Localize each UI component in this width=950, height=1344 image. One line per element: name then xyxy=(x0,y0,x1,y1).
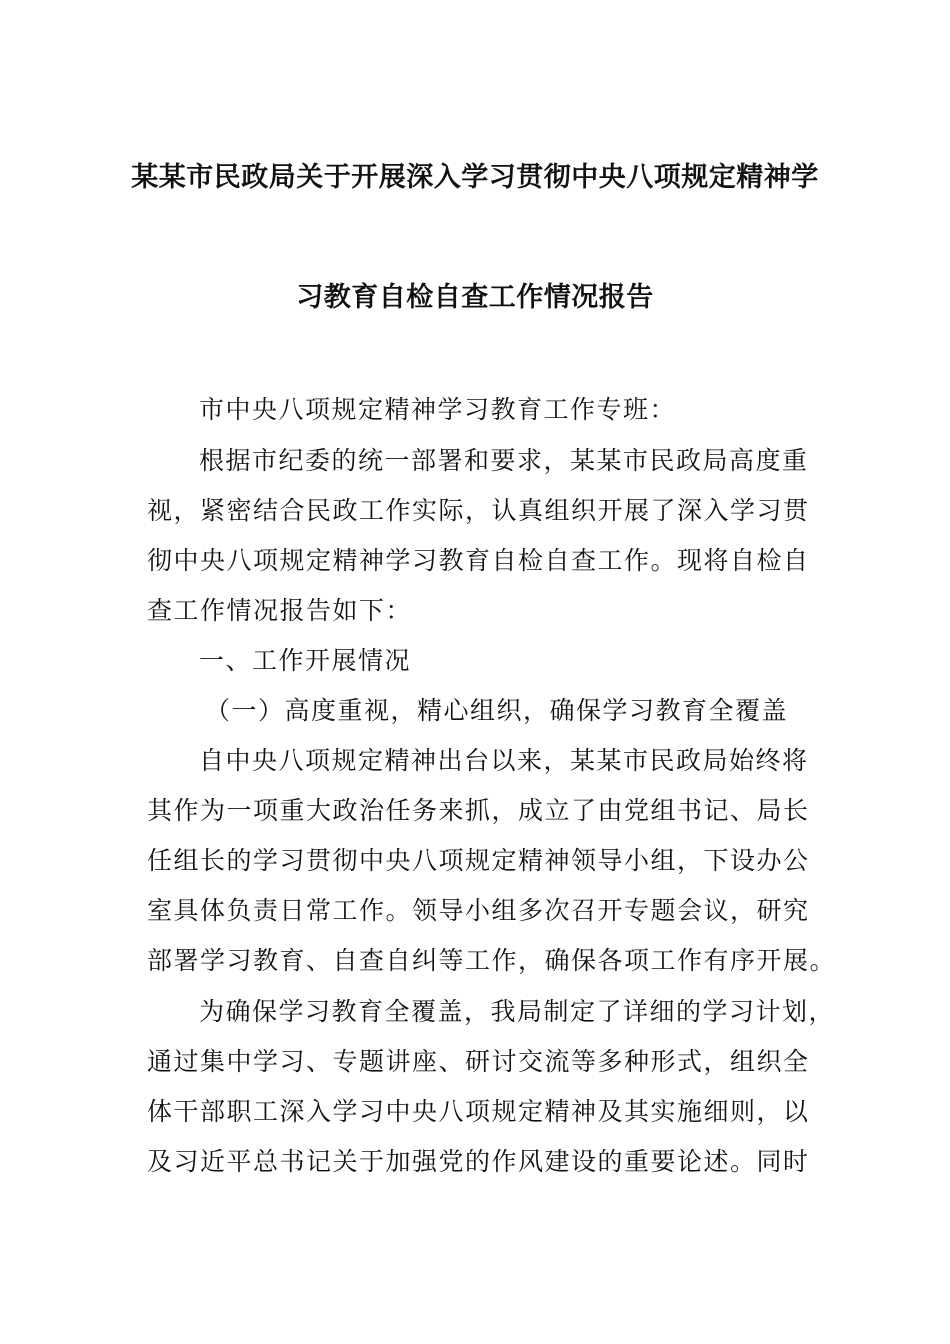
paragraph-3-line-1: 为确保学习教育全覆盖，我局制定了详细的学习计划， xyxy=(199,997,836,1026)
paragraph-1-line-4: 查工作情况报告如下： xyxy=(147,596,413,625)
paragraph-3-line-4: 及习近平总书记关于加强党的作风建设的重要论述。同时 xyxy=(147,1147,810,1176)
paragraph-2-line-3: 任组长的学习贯彻中央八项规定精神领导小组，下设办公 xyxy=(147,846,810,875)
body-text xyxy=(147,384,837,1184)
paragraph-2-line-5: 部署学习教育、自查自纠等工作，确保各项工作有序开展。 xyxy=(147,946,837,975)
paragraph-3-line-2: 通过集中学习、专题讲座、研讨交流等多种形式，组织全 xyxy=(147,1047,810,1076)
title-line-1: 某某市民政局关于开展深入学习贯彻中央八项规定精神学 xyxy=(131,162,819,193)
paragraph-1-line-1: 根据市纪委的统一部署和要求，某某市民政局高度重 xyxy=(199,446,809,475)
section-heading-1: 一、工作开展情况 xyxy=(199,646,412,675)
paragraph-2-line-4: 室具体负责日常工作。领导小组多次召开专题会议，研究 xyxy=(147,896,810,925)
paragraph-1-line-2: 视，紧密结合民政工作实际，认真组织开展了深入学习贯 xyxy=(147,496,810,525)
paragraph-1-line-3: 彻中央八项规定精神学习教育自检自查工作。现将自检自 xyxy=(147,546,810,575)
subsection-heading-1: （一）高度重视，精心组织，确保学习教育全覆盖 xyxy=(205,696,789,725)
paragraph-3-line-3: 体干部职工深入学习中央八项规定精神及其实施细则，以 xyxy=(147,1097,810,1126)
salutation: 市中央八项规定精神学习教育工作专班： xyxy=(199,395,677,424)
paragraph-2-line-2: 其作为一项重大政治任务来抓，成立了由党组书记、局长 xyxy=(147,796,810,825)
paragraph-2-line-1: 自中央八项规定精神出台以来，某某市民政局始终将 xyxy=(199,746,809,775)
title-line-2: 习教育自检自查工作情况报告 xyxy=(296,282,654,313)
